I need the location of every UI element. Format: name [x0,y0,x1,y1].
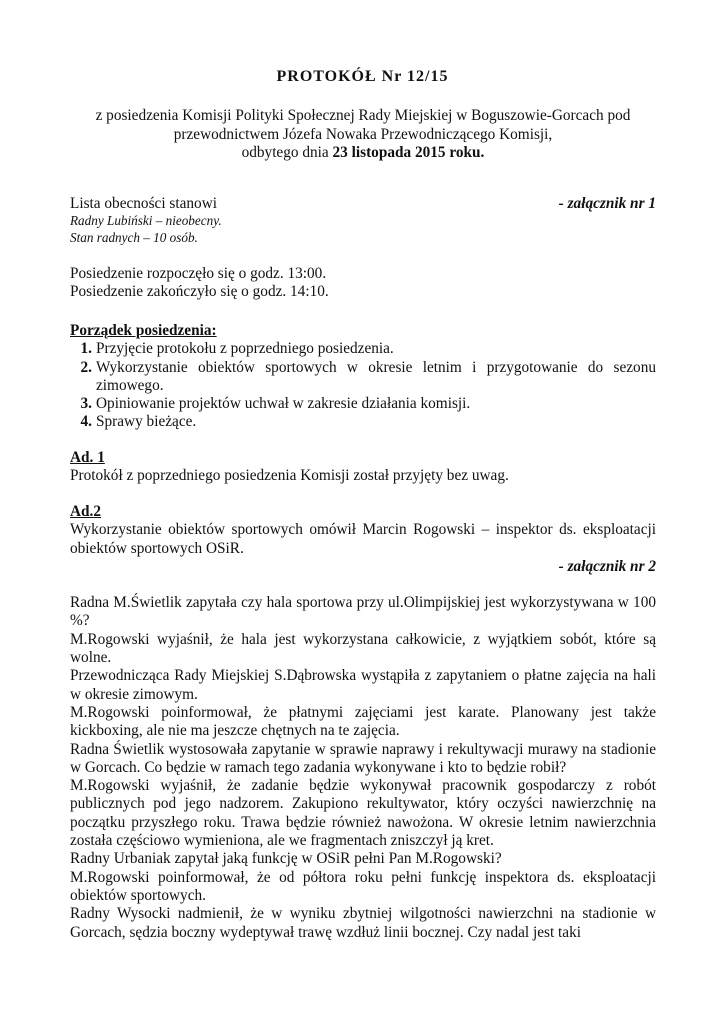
subtitle-date-prefix: odbytego dnia [241,144,333,161]
agenda-item-text: Przyjęcie protokołu z poprzedniego posiedzenia. [96,340,394,358]
agenda-item-text: Sprawy bieżące. [96,413,197,431]
ad2-intro: Wykorzystanie obiektów sportowych omówił Marcin Rogowski – inspektor ds. eksploatacji obiektów sportowych OSiR. [70,521,656,557]
attendance-section [70,195,656,246]
meeting-date: 23 listopada 2015 roku. [332,144,485,161]
discussion-paragraph: M.Rogowski poinformował, że od półtora roku pełni funkcję inspektora ds. eksploatacji obiektów sportowych. [70,868,656,904]
agenda-section [70,322,656,432]
discussion-paragraph: Radny Wysocki nadmienił, że w wyniku zbytniej wilgotności nawierzchni na stadionie w Gorcach, sędzia boczny wydeptywał trawę wzdłuż linii bocznej. Czy nadal jest taki [70,905,656,941]
agenda-item-number: 1. [80,340,92,358]
attendance-label: Lista obecności stanowi [70,195,217,212]
subtitle-line-2: przewodnictwem Józefa Nowaka Przewodniczącego Komisji, [173,125,553,143]
discussion-paragraph: M.Rogowski wyjaśnił, że zadanie będzie wykonywał pracownik gospodarczy z robót publicznych pod jego nadzorem. Zakupiono rekultywator, który oczyści nawierzchnię na początku przyszłego roku. Trawa będzie również nawożona. W okresie letnim nawierzchnia została częściowo wymieniona, ale we fragmentach zniszczył ją kret. [70,777,656,850]
discussion-paragraph: M.Rogowski poinformował, że płatnymi zajęciami jest karate. Planowany jest także kickboxing, ale nie ma jeszcze chętnych na te zajęcia. [70,703,656,740]
discussion-paragraph: Radna M.Świetlik zapytała czy hala sportowa przy ul.Olimpijskiej jest wykorzystywana w 100 %? [70,594,656,630]
ad1-section [70,449,656,486]
ad2-section [70,503,656,942]
attachment-2-reference: - załącznik nr 2 [558,557,656,575]
discussion-paragraph: Radna Świetlik wystosowała zapytanie w sprawie naprawy i rekultywacji murawy na stadionie w Gorcach. Co będzie w ramach tego zadania wykonywane i kto to będzie robił? [70,740,656,776]
protocol-title: PROTOKÓŁ Nr 12/15 [276,68,449,85]
ad1-text: Protokół z poprzedniego posiedzenia Komisji został przyjęty bez uwag. [70,467,509,485]
protocol-subtitle [70,107,656,163]
ad1-heading: Ad. 1 [70,449,105,466]
discussion-paragraph: M.Rogowski wyjaśnił, że hala jest wykorzystana całkowicie, z wyjątkiem sobót, które są wolne. [70,630,656,667]
meeting-start-time: Posiedzenie rozpoczęło się o godz. 13:00. [70,265,327,282]
absent-councillor: Radny Lubiński – nieobecny. [70,213,222,229]
ad2-heading: Ad.2 [70,503,102,520]
agenda-item [70,413,656,431]
councillor-count: Stan radnych – 10 osób. [70,229,198,245]
agenda-heading: Porządek posiedzenia: [70,322,217,339]
agenda-item-number: 3. [80,395,92,413]
discussion-paragraph: Przewodnicząca Rady Miejskiej S.Dąbrowska wystąpiła z zapytaniem o płatne zajęcia na hali w okresie zimowym. [70,667,656,703]
agenda-item-text: Opiniowanie projektów uchwał w zakresie działania komisji. [96,395,471,413]
meeting-times [70,265,656,302]
agenda-item [70,340,656,358]
meeting-end-time: Posiedzenie zakończyło się o godz. 14:10. [70,283,329,301]
agenda-item-number: 4. [80,413,92,431]
agenda-list [70,340,656,431]
agenda-item [70,395,656,413]
attachment-1-reference: - załącznik nr 1 [558,195,656,212]
subtitle-line-3 [70,144,656,163]
subtitle-line-1: z posiedzenia Komisji Polityki Społecznej Rady Miejskiej w Boguszowie-Gorcach pod [95,107,631,124]
agenda-item-number: 2. [80,358,92,376]
agenda-item-text: Wykorzystanie obiektów sportowych w okresie letnim i przygotowanie do sezonu zimowego. [96,358,656,394]
agenda-item [70,359,656,396]
discussion-paragraph: Radny Urbaniak zapytał jaką funkcję w OSiR pełni Pan M.Rogowski? [70,850,502,868]
